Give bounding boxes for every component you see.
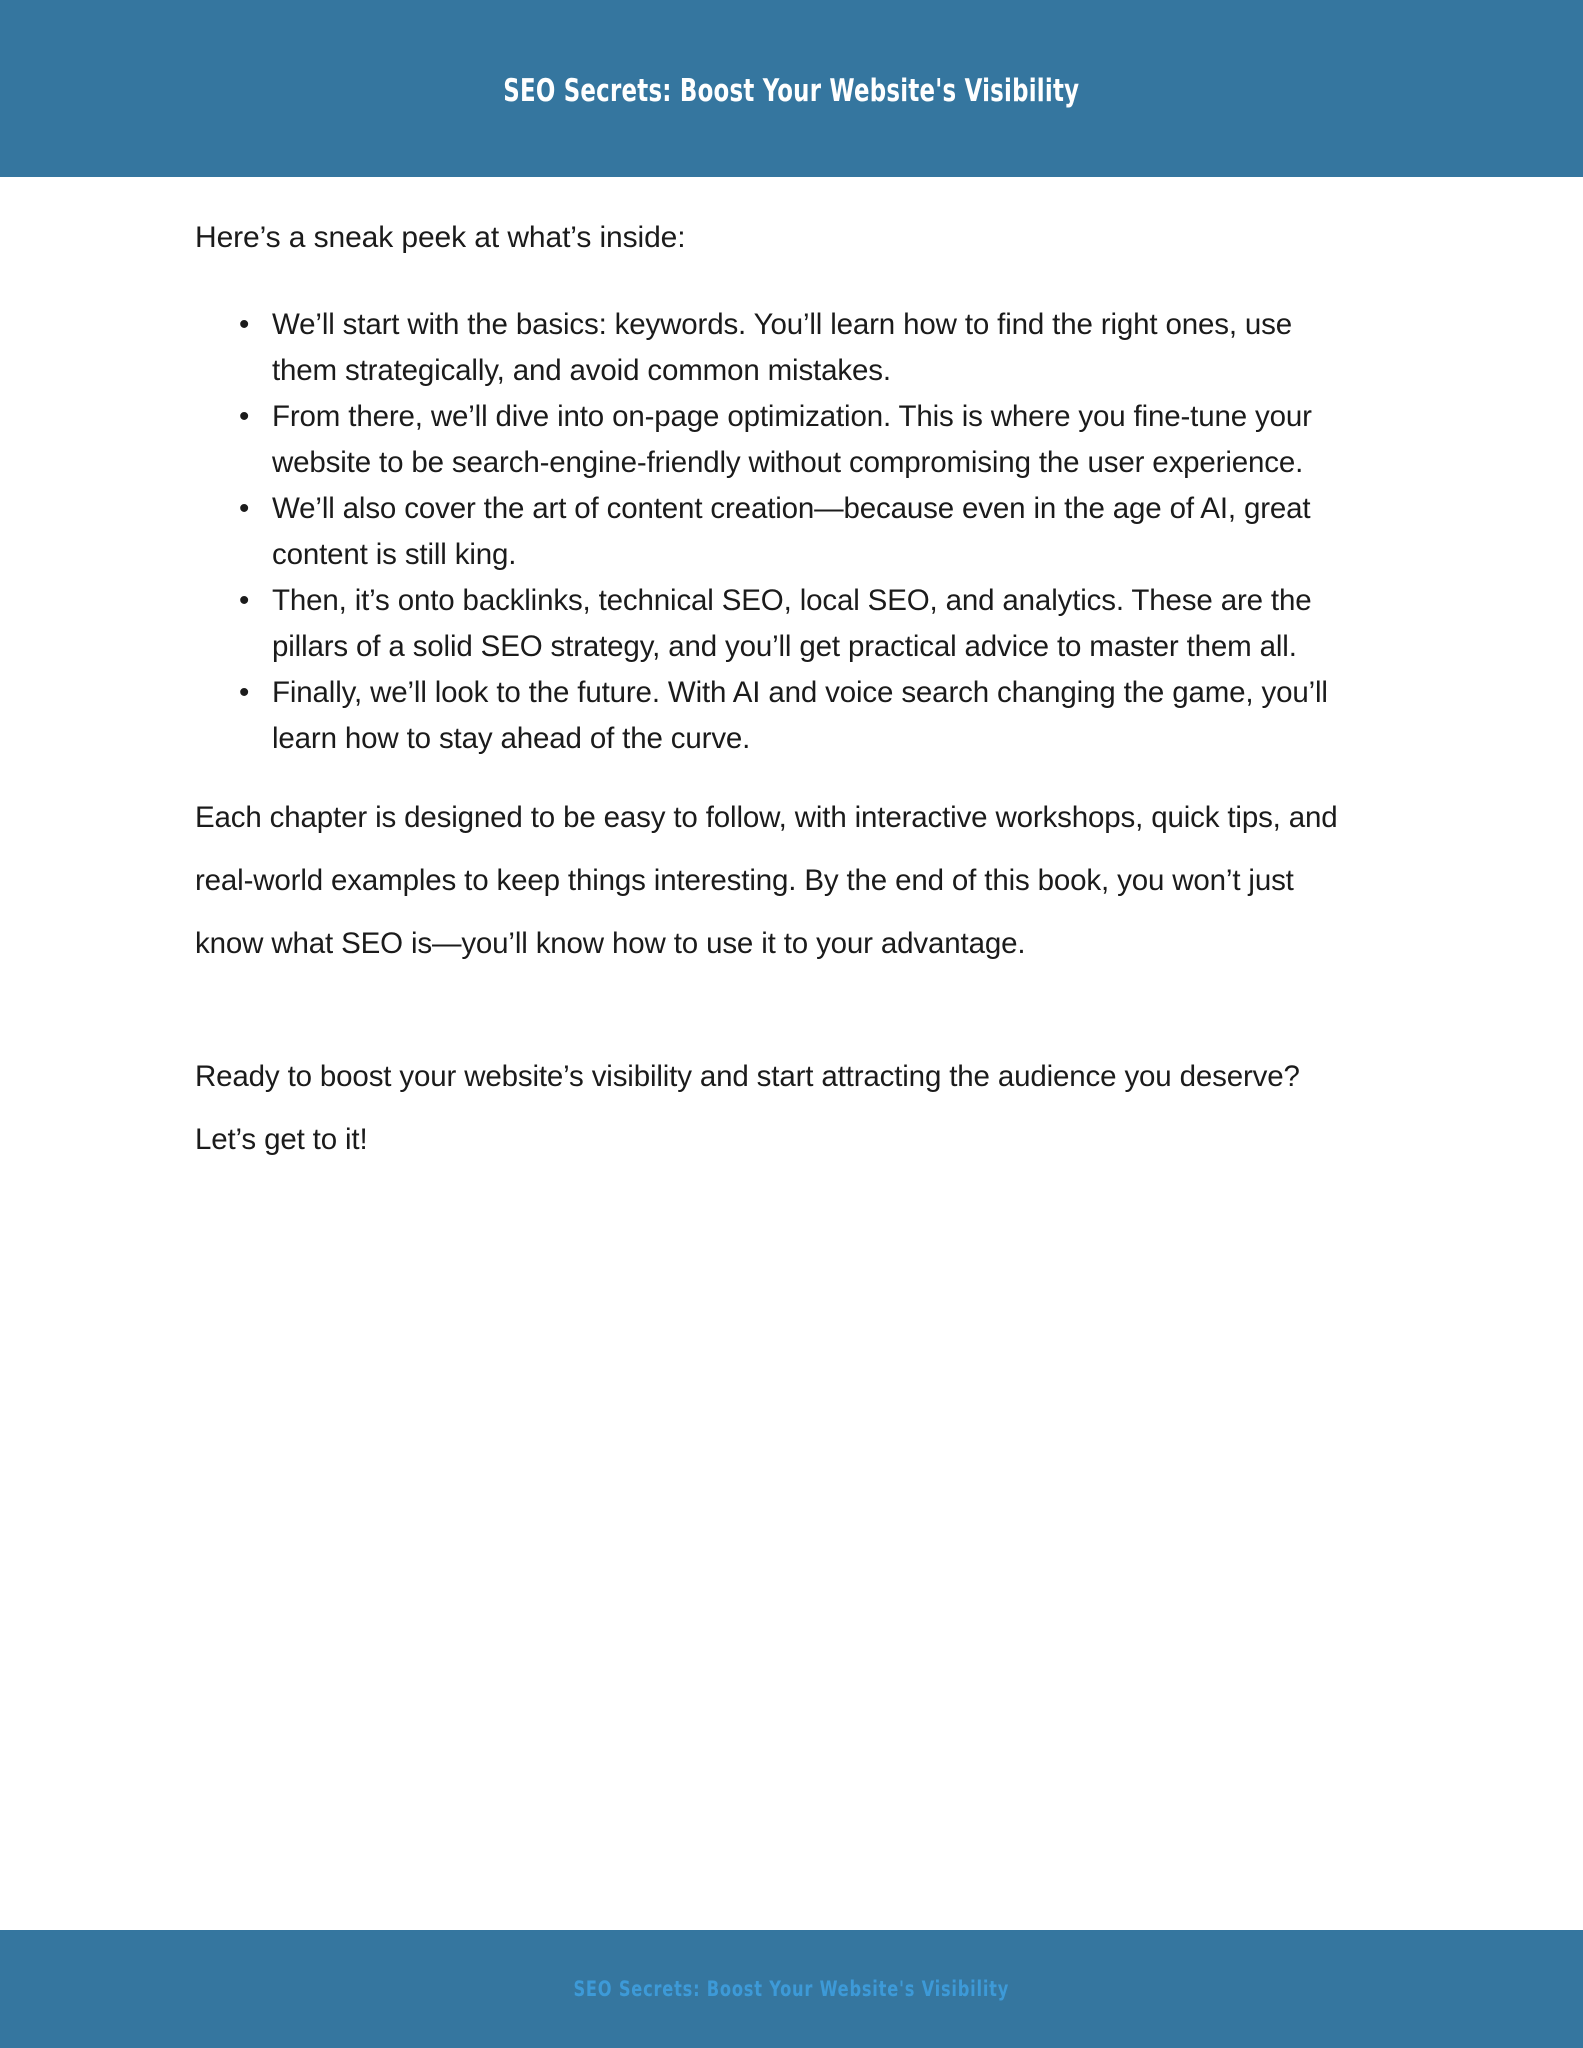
lead-paragraph: Here’s a sneak peek at what’s inside: — [195, 221, 686, 254]
bullet-marker-icon: • — [239, 308, 250, 341]
bullet-marker-icon: • — [239, 400, 250, 433]
body-paragraph-call-to-action: Ready to boost your website’s visibility and start attracting the audience you deserve? Let’s get to it! — [195, 1060, 1300, 1156]
body-paragraph-chapters: Each chapter is designed to be easy to follow, with interactive workshops, quick tips, and real-world examples to keep things interesting. By the end of this book, you won’t just know what SEO is—you’ll know how to use it to your advantage. — [195, 801, 1338, 960]
list-item-text: We’ll also cover the art of content creation—because even in the age of AI, great content is still king. — [272, 492, 1311, 571]
list-item — [195, 486, 1345, 578]
feature-bullet-list — [195, 302, 1345, 762]
bullet-marker-icon: • — [239, 492, 250, 525]
page-footer-title: SEO Secrets: Boost Your Website's Visibility — [573, 1977, 1010, 2001]
page-header-title: SEO Secrets: Boost Your Website's Visibility — [503, 72, 1080, 109]
list-item — [195, 394, 1345, 486]
list-item-text: Finally, we’ll look to the future. With AI and voice search changing the game, you’ll learn how to stay ahead of the curve. — [272, 676, 1328, 755]
list-item — [195, 578, 1345, 670]
list-item — [195, 302, 1345, 394]
list-item-text: Then, it’s onto backlinks, technical SEO, local SEO, and analytics. These are the pillars of a solid SEO strategy, and you’ll get practical advice to master them all. — [272, 584, 1312, 663]
list-item-text: From there, we’ll dive into on-page optimization. This is where you fine-tune your website to be search-engine-friendly without compromising the user experience. — [272, 400, 1312, 479]
page-header-band — [0, 0, 1583, 177]
document-content — [195, 218, 1345, 1171]
list-item-text: We’ll start with the basics: keywords. You’ll learn how to find the right ones, use them strategically, and avoid common mistakes. — [272, 308, 1293, 387]
page-footer-band — [0, 1930, 1583, 2048]
list-item — [195, 670, 1345, 762]
bullet-marker-icon: • — [239, 676, 250, 709]
bullet-marker-icon: • — [239, 584, 250, 617]
